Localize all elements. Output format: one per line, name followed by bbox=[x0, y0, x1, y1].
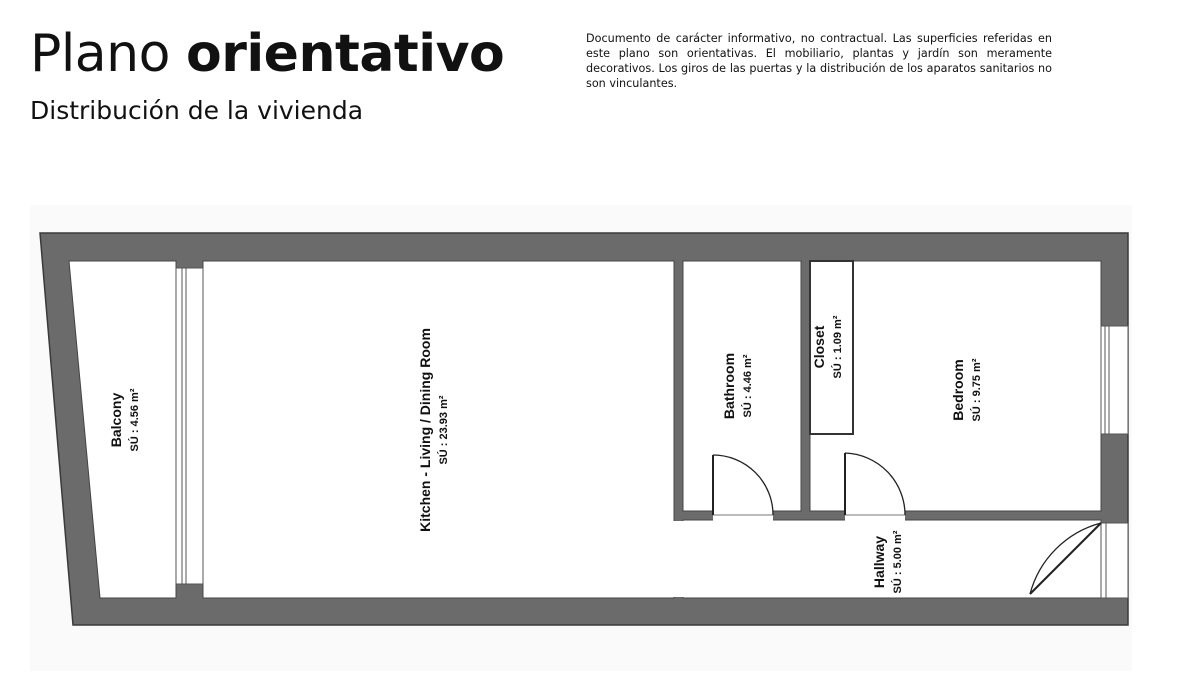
entrance-opening bbox=[1101, 523, 1128, 598]
bathroom-area: SÚ : 4.46 m² bbox=[742, 354, 754, 418]
page-subtitle: Distribución de la vivienda bbox=[30, 96, 364, 125]
closet-label: Closet bbox=[811, 325, 827, 369]
closet-area: SÚ : 1.09 m² bbox=[832, 315, 844, 379]
title-bold: orientativo bbox=[185, 24, 505, 84]
hallway-label: Hallway bbox=[871, 535, 887, 589]
balcony-label: Balcony bbox=[108, 392, 124, 448]
disclaimer-text: Documento de carácter informativo, no contractual. Las superficies referidas en este plano son orientativas. El mobiliario, plantas y jardín son meramente decorativos. Los giros de las puertas y la distribución de los aparatos sanitarios no son vinculantes. bbox=[586, 32, 1052, 90]
bathroom-label: Bathroom bbox=[721, 352, 737, 420]
balcony-window bbox=[176, 268, 203, 584]
kitchen-label: Kitchen - Living / Dining Room bbox=[417, 328, 433, 532]
bedroom-label: Bedroom bbox=[950, 359, 966, 421]
hallway-area: SÚ : 5.00 m² bbox=[892, 530, 904, 594]
balcony-area: SÚ : 4.56 m² bbox=[129, 388, 141, 452]
kitchen-area: SÚ : 23.93 m² bbox=[438, 395, 450, 465]
title-light: Plano bbox=[30, 24, 170, 84]
bedroom-area: SÚ : 9.75 m² bbox=[971, 358, 983, 422]
kitchen-hallway-opening bbox=[673, 521, 685, 597]
